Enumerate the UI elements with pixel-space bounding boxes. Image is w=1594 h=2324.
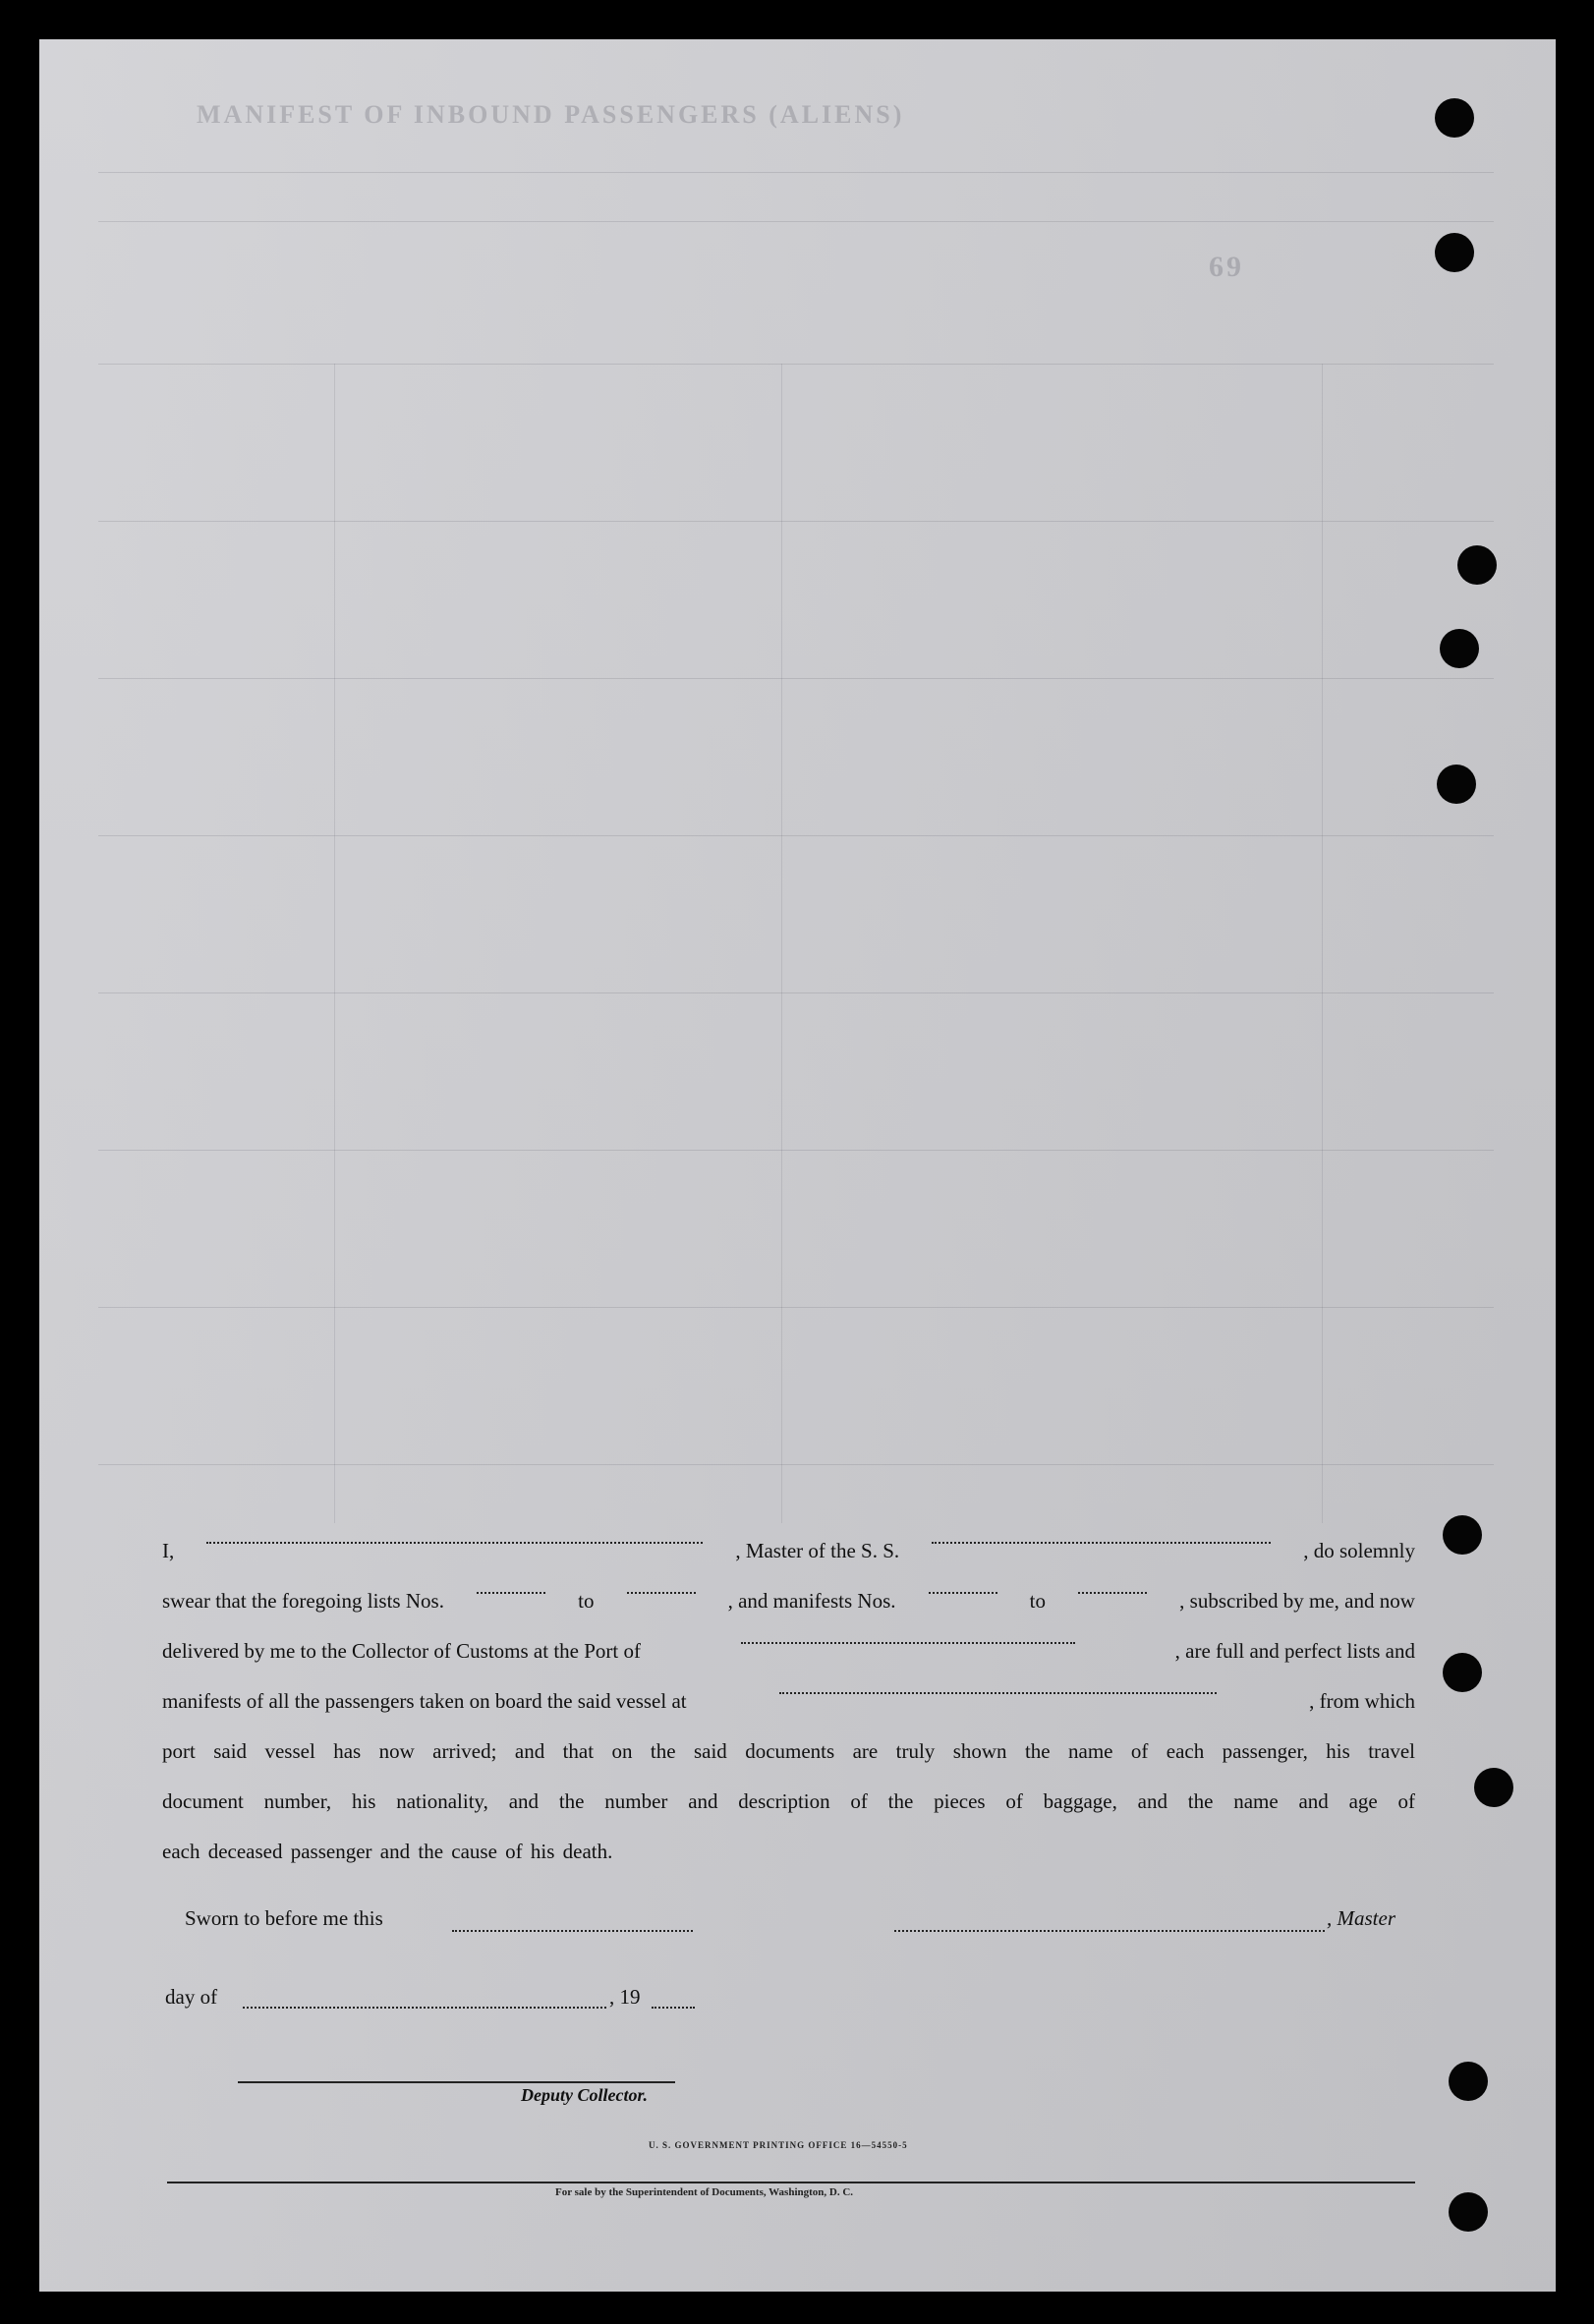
ghost-header: MANIFEST OF INBOUND PASSENGERS (ALIENS)	[197, 100, 905, 129]
document-page	[39, 39, 1556, 2292]
oath-text: , and manifests Nos.	[727, 1589, 896, 1613]
list-to-blank	[627, 1576, 696, 1594]
ghost-column	[1322, 364, 1323, 1523]
punch-hole	[1443, 1653, 1482, 1692]
oath-line	[162, 1676, 1415, 1727]
punch-hole	[1443, 1515, 1482, 1555]
port-blank	[741, 1626, 1075, 1644]
punch-hole	[1435, 98, 1474, 138]
deputy-collector-label: Deputy Collector.	[521, 2085, 648, 2105]
ghost-line	[98, 678, 1494, 679]
punch-hole	[1440, 629, 1479, 668]
oath-text: swear that the foregoing lists Nos.	[162, 1589, 444, 1613]
day-label: day of	[165, 1985, 218, 2009]
punch-hole	[1474, 1768, 1513, 1807]
punch-hole	[1437, 765, 1476, 804]
embark-port-blank	[779, 1676, 1217, 1694]
year-label: , 19	[609, 1985, 641, 2009]
oath-text: port said vessel has now arrived; and that on the said documents are truly shown the name of each passenger, his travel	[162, 1739, 1415, 1763]
oath-text: , Master of the S. S.	[735, 1539, 900, 1562]
ghost-line	[98, 172, 1494, 173]
punch-hole	[1449, 2192, 1488, 2232]
oath-text: , from which	[1309, 1689, 1415, 1713]
sworn-date-blank	[452, 1930, 693, 1932]
footer-rule	[167, 2182, 1415, 2183]
ghost-line	[98, 1307, 1494, 1308]
ghost-line	[98, 364, 1494, 365]
name-blank	[206, 1526, 703, 1544]
sworn-label: Sworn to before me this	[185, 1906, 383, 1930]
oath-text: , subscribed by me, and now	[1179, 1589, 1415, 1613]
oath-text: manifests of all the passengers taken on board the said vessel at	[162, 1689, 687, 1713]
month-blank	[243, 2007, 606, 2009]
oath-line	[162, 1727, 1415, 1777]
printer-imprint: U. S. GOVERNMENT PRINTING OFFICE 16—54550-5	[649, 2140, 908, 2150]
punch-hole	[1449, 2062, 1488, 2101]
deputy-signature-line	[238, 2081, 675, 2083]
oath-text: document number, his nationality, and the number and description of the pieces of baggage, and the name and age of	[162, 1789, 1415, 1813]
oath-text: each deceased passenger and the cause of his death.	[162, 1840, 613, 1863]
master-label: , Master	[1327, 1906, 1395, 1930]
oath-line	[162, 1526, 1415, 1576]
year-blank	[652, 2007, 695, 2009]
oath-text: to	[578, 1589, 595, 1613]
ghost-line	[98, 1150, 1494, 1151]
ghost-column	[334, 364, 335, 1523]
ghost-line	[98, 1464, 1494, 1465]
oath-text: I,	[162, 1539, 175, 1562]
ghost-column	[781, 364, 782, 1523]
sale-notice: For sale by the Superintendent of Documents, Washington, D. C.	[555, 2186, 854, 2198]
oath-line	[162, 1626, 1415, 1676]
ghost-line	[98, 835, 1494, 836]
oath-text: , do solemnly	[1303, 1539, 1415, 1562]
oath-line	[162, 1827, 1415, 1877]
oath-text: to	[1029, 1589, 1047, 1613]
master-signature-blank	[894, 1930, 1325, 1932]
list-from-blank	[477, 1576, 545, 1594]
ghost-line	[98, 521, 1494, 522]
oath-paragraph	[162, 1526, 1415, 1877]
oath-line	[162, 1576, 1415, 1626]
ghost-page-number: 69	[1209, 251, 1244, 283]
vessel-blank	[932, 1526, 1271, 1544]
ghost-line	[98, 992, 1494, 993]
oath-text: , are full and perfect lists and	[1174, 1639, 1415, 1663]
ghost-line	[98, 221, 1494, 222]
manifest-from-blank	[929, 1576, 997, 1594]
punch-hole	[1457, 545, 1497, 585]
manifest-to-blank	[1078, 1576, 1147, 1594]
oath-text: delivered by me to the Collector of Customs at the Port of	[162, 1639, 641, 1663]
punch-hole	[1435, 233, 1474, 272]
oath-line	[162, 1777, 1415, 1827]
